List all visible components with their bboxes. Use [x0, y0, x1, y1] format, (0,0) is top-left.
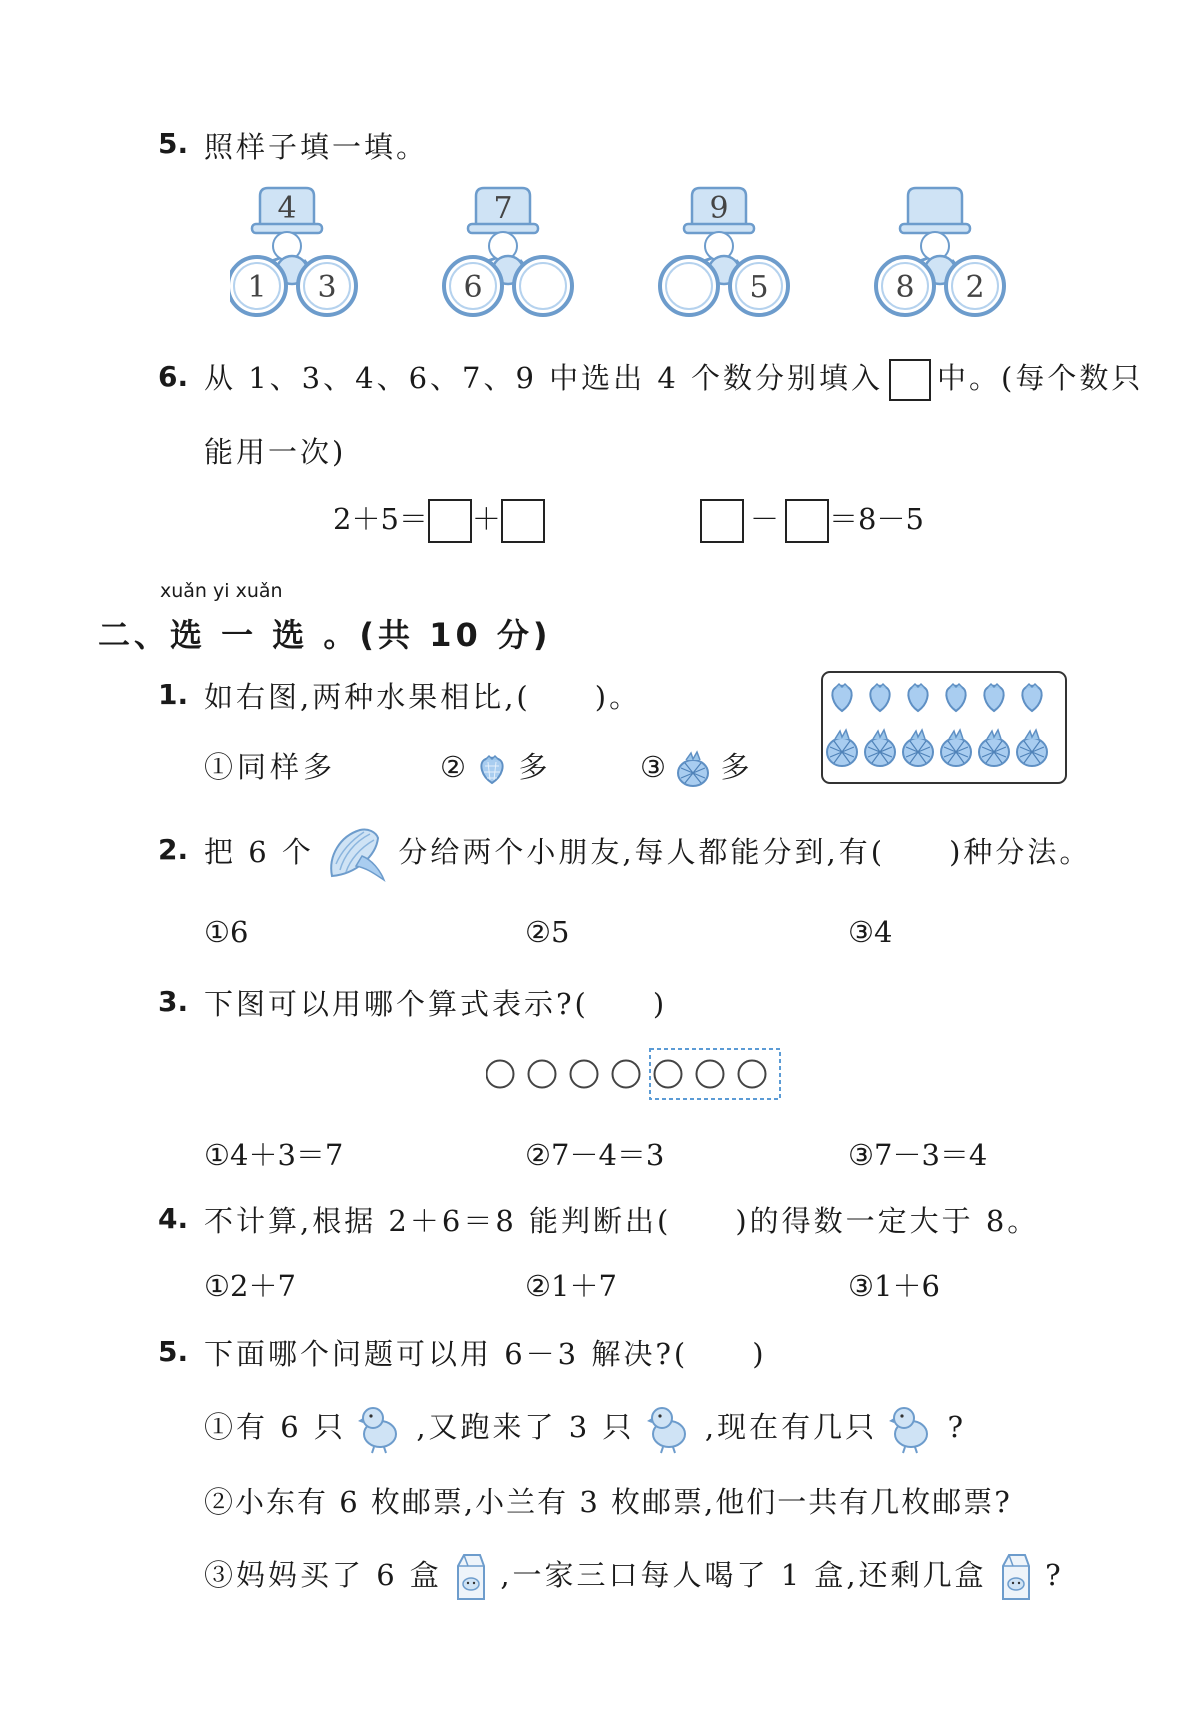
question-text: 下面哪个问题可以用 6－3 解决?( )	[204, 1337, 767, 1371]
option-marker: ③	[640, 750, 666, 784]
equation-text: －	[750, 502, 780, 536]
chick-icon	[647, 1404, 693, 1454]
option-2: ②小东有 6 枚邮票,小兰有 3 枚邮票,他们一共有几枚邮票?	[204, 1485, 1012, 1519]
option-2	[440, 745, 547, 786]
milk-box-icon	[454, 1552, 488, 1602]
bike-figures	[230, 180, 1050, 325]
option-1: ①4＋3＝7	[204, 1138, 344, 1172]
question-text-part: 把 6 个	[204, 835, 314, 869]
option-1: ①6	[204, 915, 249, 949]
option-3: ③7－3＝4	[848, 1138, 988, 1172]
section-pinyin: xuǎn yi xuǎn	[160, 580, 283, 602]
option-text-part: ①有 6 只	[204, 1410, 346, 1444]
hat-number: 7	[493, 191, 513, 226]
answer-box[interactable]	[785, 499, 829, 543]
question-text	[204, 830, 1091, 871]
hat-number: 4	[277, 191, 297, 226]
question-number: 3.	[158, 985, 189, 1018]
option-marker: ②	[440, 750, 466, 784]
question-text: 不计算,根据 2＋6＝8 能判断出( )的得数一定大于 8。	[204, 1204, 1040, 1238]
equation-text: ＋	[471, 502, 501, 536]
bike-figure	[660, 188, 788, 315]
left-wheel-number: 8	[895, 270, 915, 305]
strawberry-icon	[475, 752, 509, 786]
bike-figure	[444, 188, 572, 315]
question-text-part: 从 1、3、4、6、7、9 中选出 4 个数分别填入	[204, 361, 884, 395]
option-1	[204, 1405, 966, 1446]
option-2: ②7－4＝3	[525, 1138, 665, 1172]
option-text-part: ?	[947, 1410, 967, 1444]
right-wheel-number: 2	[965, 270, 985, 305]
question-text-part: 分给两个小朋友,每人都能分到,有( )种分法。	[398, 835, 1092, 869]
bike-figure	[230, 188, 356, 315]
section-title: 二、选 一 选 。(共 10 分)	[98, 616, 552, 654]
circle	[613, 1061, 640, 1088]
answer-box[interactable]	[428, 499, 472, 543]
option-3	[204, 1553, 1064, 1594]
answer-box[interactable]	[501, 499, 545, 543]
left-wheel-number: 6	[463, 270, 483, 305]
milk-box-icon	[999, 1552, 1033, 1602]
option-text-part: ?	[1045, 1558, 1064, 1592]
option-text-part: ③妈妈买了 6 盒	[204, 1558, 442, 1592]
option-3: ③1＋6	[848, 1269, 940, 1303]
question-number: 5.	[158, 1335, 189, 1368]
chick-icon	[889, 1404, 935, 1454]
option-2: ②1＋7	[525, 1269, 617, 1303]
circle	[697, 1061, 724, 1088]
question-text-line2: 能用一次)	[204, 435, 347, 469]
option-3	[640, 745, 749, 788]
question-text: 照样子填一填。	[204, 130, 429, 164]
left-wheel-number: 1	[247, 270, 267, 305]
option-1: ①2＋7	[204, 1269, 296, 1303]
circle	[739, 1061, 766, 1088]
question-number: 4.	[158, 1202, 189, 1235]
bike-figure	[876, 188, 1004, 315]
right-wheel-number: 5	[749, 270, 769, 305]
question-number: 2.	[158, 833, 189, 866]
option-text-part: ,一家三口每人喝了 1 盒,还剩几盒	[500, 1558, 987, 1592]
option-1: ①同样多	[204, 750, 337, 784]
question-text: 如右图,两种水果相比,( )。	[204, 680, 642, 714]
option-text: 多	[720, 750, 750, 784]
question-number: 6.	[158, 360, 189, 393]
option-text-part: ,现在有几只	[704, 1410, 878, 1444]
question-text	[204, 356, 1143, 401]
chick-icon	[358, 1404, 404, 1454]
equation-text: ＝8－5	[829, 502, 924, 536]
fruit-comparison-figure	[820, 670, 1068, 785]
equation-text: 2＋5＝	[333, 502, 428, 536]
option-text-part: ,又跑来了 3 只	[416, 1410, 635, 1444]
equation-1	[333, 497, 545, 543]
circle	[571, 1061, 598, 1088]
question-number: 5.	[158, 127, 189, 160]
corn-icon	[326, 826, 386, 882]
circle	[529, 1061, 556, 1088]
option-text: 多	[518, 750, 548, 784]
option-2: ②5	[525, 915, 570, 949]
question-text: 下图可以用哪个算式表示?( )	[204, 987, 668, 1021]
circles-figure	[486, 1045, 786, 1103]
circle	[655, 1061, 682, 1088]
hat-number: 9	[709, 191, 729, 226]
answer-box	[889, 359, 931, 401]
question-text-part: 中。(每个数只	[937, 361, 1144, 395]
answer-box[interactable]	[700, 499, 744, 543]
equation-2	[700, 497, 924, 543]
circle	[487, 1061, 514, 1088]
option-3: ③4	[848, 915, 893, 949]
right-wheel-number: 3	[317, 270, 337, 305]
pineapple-icon	[675, 750, 711, 788]
question-number: 1.	[158, 678, 189, 711]
